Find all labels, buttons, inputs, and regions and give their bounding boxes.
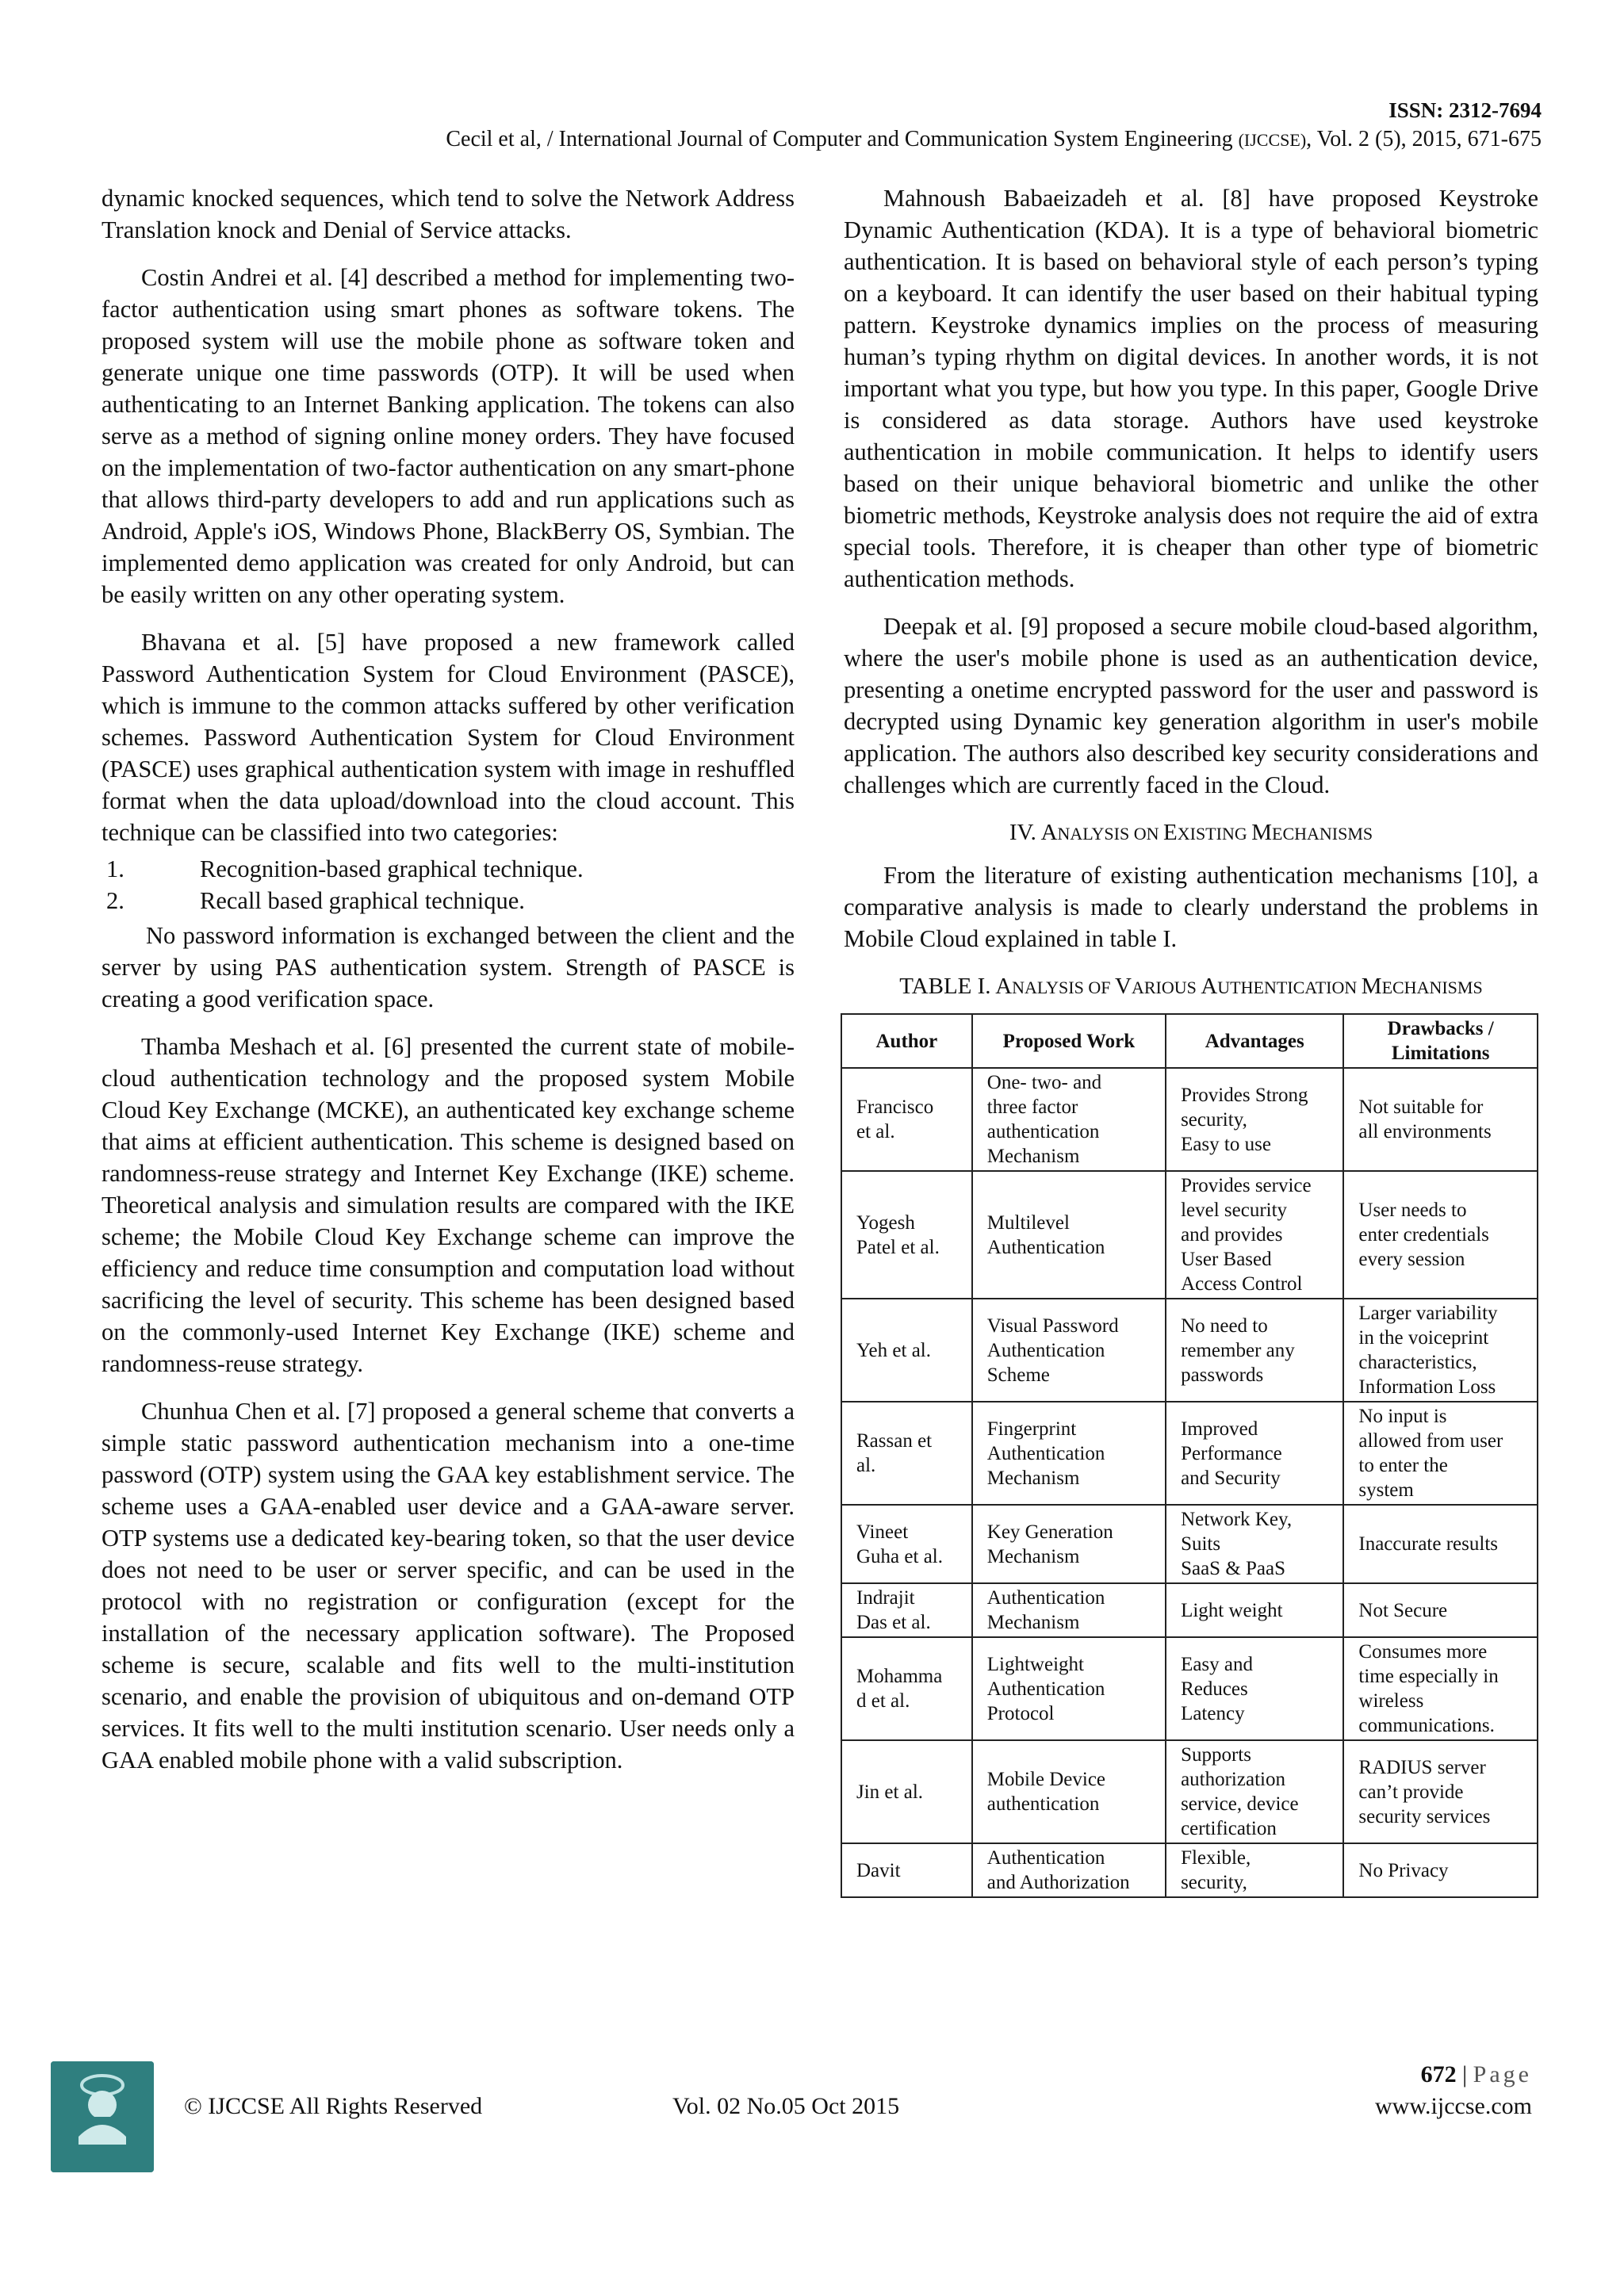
cell-line: security, bbox=[1181, 1108, 1247, 1131]
cell-line: Key Generation bbox=[986, 1521, 1113, 1543]
table-cell bbox=[841, 1299, 972, 1402]
cell-line: Mechanism bbox=[986, 1467, 1080, 1489]
cell-line: Multilevel bbox=[986, 1211, 1070, 1234]
cell-line: Authentication bbox=[986, 1678, 1105, 1700]
table-cell bbox=[841, 1637, 972, 1740]
paragraph: Chunhua Chen et al. [7] proposed a general scheme that converts a simple static password authentication mechanism into a one-time password (OTP) system using the GAA key establishment service. The scheme uses a GAA-enabled user device and a GAA-aware server. OTP systems use a dedicated key-bearing token, so that the user device does not need to be user or server specific, and can be used in the protocol with no registration or configuration (except for the installation of the necessary application software). The Proposed scheme is secure, scalable and fits well to the multi-institution scenario, and enable the provision of ubiquitous and on-demand OTP services. It fits well to the multi institution scenario. User needs only a GAA enabled mobile phone with a valid subscription. bbox=[102, 1398, 795, 1774]
list-number: 2. bbox=[106, 887, 124, 914]
cell-line: One- two- and bbox=[986, 1072, 1102, 1093]
cell-line: Authentication bbox=[986, 1339, 1105, 1361]
page-separator: | bbox=[1456, 2061, 1473, 2087]
cell-line: authentication bbox=[986, 1121, 1100, 1142]
cell-line: allowed from user bbox=[1358, 1430, 1503, 1452]
cell-line: Mechanism bbox=[986, 1612, 1080, 1633]
page-word: Page bbox=[1473, 2061, 1532, 2087]
cell-line: wireless bbox=[1358, 1690, 1424, 1712]
table-row bbox=[841, 1740, 1538, 1843]
cell-line: d et al. bbox=[856, 1690, 910, 1712]
table-cell bbox=[972, 1740, 1166, 1843]
paragraph: From the literature of existing authentication mechanisms [10], a comparative analysis is made to clearly understand the problems in Mobile Cloud explained in table I. bbox=[844, 862, 1538, 952]
table-cell bbox=[1343, 1843, 1538, 1897]
cell-line: every session bbox=[1358, 1249, 1465, 1270]
paragraph: Bhavana et al. [5] have proposed a new framework called Password Authentication System for Cloud Environment (PASCE), which is immune to the common attacks suffered by other verification schemes. Password Authentication System for Cloud Environment (PASCE) uses graphical authentication system with image in reshuffled format when the data upload/download into the cloud account. This technique can be classified into two categories: bbox=[102, 629, 795, 846]
table-row bbox=[841, 1637, 1538, 1740]
paragraph: dynamic knocked sequences, which tend to solve the Network Address Translation knock and Denial of Service attacks. bbox=[102, 185, 795, 243]
column-header: Author bbox=[841, 1014, 972, 1068]
cell-line: Easy to use bbox=[1181, 1133, 1271, 1155]
cell-line: al. bbox=[856, 1455, 876, 1476]
cell-line: Latency bbox=[1181, 1702, 1245, 1724]
cell-line: Consumes more bbox=[1358, 1641, 1488, 1663]
cell-line: Suits bbox=[1181, 1533, 1221, 1555]
table-cell bbox=[841, 1583, 972, 1637]
paragraph: Thamba Meshach et al. [6] presented the current state of mobile-cloud authentication technology and the proposed system Mobile Cloud Key Exchange (MCKE), an authenticated key exchange scheme that aims at efficient authentication. This scheme is designed based on randomness-reuse strategy and Internet Key Exchange (IKE) scheme. Theoretical analysis and simulation results are compared with the IKE scheme; the Mobile Cloud Key Exchange scheme can improve the efficiency and reduce time consumption and computation load without sacrificing the level of security. This scheme has been designed based on the commonly-used Internet Key Exchange (IKE) scheme and randomness-reuse strategy. bbox=[102, 1033, 795, 1377]
table-cell bbox=[972, 1637, 1166, 1740]
table-row bbox=[841, 1505, 1538, 1583]
table-row bbox=[841, 1402, 1538, 1505]
cell-line: to enter the bbox=[1358, 1455, 1448, 1476]
cell-line: Mobile Device bbox=[986, 1769, 1106, 1790]
authentication-mechanisms-table bbox=[841, 1013, 1538, 1898]
cell-line: service, device bbox=[1181, 1793, 1299, 1815]
cell-line: Yogesh bbox=[856, 1211, 915, 1234]
cell-line: Access Control bbox=[1181, 1273, 1303, 1295]
table-cell bbox=[841, 1505, 972, 1583]
table-row bbox=[841, 1171, 1538, 1299]
cell-line: Authentication bbox=[986, 1442, 1105, 1464]
right-column bbox=[844, 182, 1538, 1898]
table-cell bbox=[972, 1843, 1166, 1897]
ijccse-logo bbox=[51, 2061, 154, 2172]
table-cell bbox=[1166, 1171, 1343, 1299]
caption-part: A bbox=[995, 974, 1013, 999]
cell-line: Improved bbox=[1181, 1418, 1258, 1440]
table-cell bbox=[1166, 1637, 1343, 1740]
table-cell bbox=[972, 1505, 1166, 1583]
footer-volume: Vol. 02 No.05 Oct 2015 bbox=[672, 2093, 900, 2119]
table-cell bbox=[841, 1171, 972, 1299]
cell-line: Patel et al. bbox=[856, 1236, 940, 1258]
table-row bbox=[841, 1843, 1538, 1897]
cell-line: Visual Password bbox=[986, 1314, 1119, 1337]
cell-line: and Authorization bbox=[986, 1872, 1130, 1893]
table-cell bbox=[1343, 1740, 1538, 1843]
cell-line: Larger variability bbox=[1358, 1303, 1498, 1324]
cell-line: Mohamma bbox=[856, 1666, 943, 1687]
column-header: Proposed Work bbox=[972, 1014, 1166, 1068]
cell-line: security, bbox=[1181, 1872, 1247, 1893]
caption-part: V bbox=[1114, 974, 1132, 999]
cell-line: Mechanism bbox=[986, 1146, 1080, 1167]
table-row bbox=[841, 1583, 1538, 1637]
page-number-value: 672 bbox=[1420, 2061, 1457, 2087]
cell-line: Authentication bbox=[986, 1847, 1105, 1869]
cell-line: passwords bbox=[1181, 1364, 1264, 1386]
cell-line: enter credentials bbox=[1358, 1224, 1489, 1246]
table-cell bbox=[1343, 1637, 1538, 1740]
cell-line: time especially in bbox=[1358, 1666, 1499, 1687]
cell-line: Francisco bbox=[856, 1096, 934, 1118]
cell-line: Inaccurate results bbox=[1358, 1533, 1498, 1555]
cell-line: Davit bbox=[856, 1859, 901, 1881]
table-row bbox=[841, 1299, 1538, 1402]
journal-url[interactable]: www.ijccse.com bbox=[1375, 2093, 1532, 2119]
paragraph: Deepak et al. [9] proposed a secure mobile cloud-based algorithm, where the user's mobile phone is used as an authentication device, presenting a onetime encrypted password for the user and password is decrypted using Dynamic key generation algorithm in user's mobile application. The authors also described key security considerations and challenges which are currently faced in the Cloud. bbox=[844, 613, 1538, 798]
table-cell bbox=[1166, 1402, 1343, 1505]
citation-abbrev: (IJCCSE) bbox=[1238, 130, 1307, 150]
cell-line: Authentication bbox=[986, 1587, 1105, 1609]
cell-line: Yeh et al. bbox=[856, 1339, 931, 1361]
list-item bbox=[102, 853, 795, 885]
paragraph: No password information is exchanged between the client and the server by using PAS authentication system. Strength of PASCE is creating a good verification space. bbox=[102, 922, 795, 1012]
cell-line: characteristics, bbox=[1358, 1352, 1477, 1373]
cell-line: Jin et al. bbox=[856, 1781, 924, 1803]
cell-line: Provides Strong bbox=[1181, 1084, 1308, 1106]
table-cell bbox=[1343, 1068, 1538, 1171]
citation-tail: , Vol. 2 (5), 2015, 671-675 bbox=[1306, 127, 1542, 151]
cell-line: in the voiceprint bbox=[1358, 1327, 1489, 1349]
table-cell bbox=[972, 1068, 1166, 1171]
table-cell bbox=[1166, 1583, 1343, 1637]
left-column bbox=[102, 182, 795, 1792]
paragraph: Costin Andrei et al. [4] described a method for implementing two-factor authentication using smart phones as software tokens. The proposed system will use the mobile phone as software token and generate unique one time passwords (OTP). It will be used when authenticating to an Internet Banking application. The tokens can also serve as a method of signing online money orders. They have focused on the implementation of two-factor authentication on any smart-phone that allows third-party developers to add and run applications such as Android, Apple's iOS, Windows Phone, BlackBerry OS, Symbian. The implemented demo application was created for only Android, but can be easily written on any other operating system. bbox=[102, 264, 795, 608]
cell-line: Light weight bbox=[1181, 1599, 1283, 1621]
cell-line: and Security bbox=[1181, 1467, 1281, 1489]
table-cell bbox=[972, 1402, 1166, 1505]
cell-line: Das et al. bbox=[856, 1612, 931, 1633]
cell-line: authorization bbox=[1181, 1769, 1285, 1790]
cell-line: can’t provide bbox=[1358, 1781, 1464, 1803]
cell-line: Performance bbox=[1181, 1442, 1282, 1464]
cell-line: SaaS & PaaS bbox=[1181, 1558, 1286, 1579]
heading-part: ECHANISMS bbox=[1272, 824, 1373, 844]
table-cell bbox=[1166, 1740, 1343, 1843]
cell-line: Information Loss bbox=[1358, 1376, 1496, 1398]
list-item bbox=[102, 885, 795, 916]
caption-part: UTHENTICATION bbox=[1217, 978, 1362, 997]
cell-line: communications. bbox=[1358, 1715, 1495, 1736]
cell-line: Reduces bbox=[1181, 1678, 1248, 1700]
cell-line: No Privacy bbox=[1358, 1859, 1449, 1881]
heading-part: XISTING bbox=[1177, 824, 1252, 844]
journal-citation bbox=[446, 127, 1542, 152]
heading-part: M bbox=[1251, 820, 1273, 845]
table-cell bbox=[841, 1740, 972, 1843]
cell-line: Vineet bbox=[856, 1521, 909, 1543]
cell-line: et al. bbox=[856, 1121, 895, 1142]
list-text: Recall based graphical technique. bbox=[200, 887, 525, 914]
table-caption bbox=[844, 970, 1538, 1004]
citation-main: Cecil et al, / International Journal of Computer and Communication System Engineering bbox=[446, 127, 1239, 151]
page-number bbox=[1421, 2061, 1532, 2088]
cell-line: Not Secure bbox=[1358, 1599, 1448, 1621]
cell-line: Guha et al. bbox=[856, 1545, 943, 1567]
table-body bbox=[841, 1068, 1538, 1897]
footer-copyright: © IJCCSE All Rights Reserved bbox=[184, 2093, 483, 2119]
caption-part: NALYSIS OF bbox=[1012, 978, 1115, 997]
cell-line: Flexible, bbox=[1181, 1847, 1251, 1869]
cell-line: Indrajit bbox=[856, 1587, 915, 1609]
cell-line: No need to bbox=[1181, 1314, 1268, 1337]
cell-line: remember any bbox=[1181, 1339, 1295, 1361]
table-cell bbox=[1166, 1068, 1343, 1171]
heading-part: NALYSIS ON bbox=[1057, 824, 1164, 844]
cell-line: User needs to bbox=[1358, 1200, 1467, 1221]
category-list bbox=[102, 853, 795, 916]
issn: ISSN: 2312-7694 bbox=[1388, 98, 1542, 122]
table-cell bbox=[1166, 1843, 1343, 1897]
caption-part: ECHANISMS bbox=[1381, 978, 1483, 997]
cell-line: RADIUS server bbox=[1358, 1756, 1486, 1778]
table-cell bbox=[1343, 1505, 1538, 1583]
list-text: Recognition-based graphical technique. bbox=[200, 855, 584, 882]
cell-line: security services bbox=[1358, 1805, 1491, 1827]
cell-line: Mechanism bbox=[986, 1545, 1080, 1567]
table-cell bbox=[1343, 1171, 1538, 1299]
cell-line: system bbox=[1358, 1479, 1414, 1501]
column-header: Advantages bbox=[1166, 1014, 1343, 1068]
table-cell bbox=[972, 1299, 1166, 1402]
heading-part: E bbox=[1163, 820, 1178, 845]
cell-line: three factor bbox=[986, 1096, 1078, 1118]
cell-line: Easy and bbox=[1181, 1653, 1254, 1675]
table-cell bbox=[972, 1171, 1166, 1299]
cell-line: Scheme bbox=[986, 1364, 1050, 1386]
cell-line: all environments bbox=[1358, 1121, 1492, 1142]
cell-line: Supports bbox=[1181, 1744, 1251, 1766]
cell-line: Lightweight bbox=[986, 1653, 1084, 1675]
list-number: 1. bbox=[106, 855, 124, 882]
cell-line: Rassan et bbox=[856, 1430, 933, 1452]
table-cell bbox=[1343, 1583, 1538, 1637]
table-cell bbox=[841, 1402, 972, 1505]
cell-line: authentication bbox=[986, 1793, 1100, 1815]
paragraph: Mahnoush Babaeizadeh et al. [8] have proposed Keystroke Dynamic Authentication (KDA). It is a type of behavioral biometric authentication. It is based on behavioral style of each person’s typing on a keyboard. It can identify the user based on their habitual typing pattern. Keystroke dynamics implies on the process of measuring human’s typing rhythm on digital devices. In another words, it is not important what you type, but how you type. In this paper, Google Drive is considered as data storage. Authors have used keystroke authentication in mobile communication. It helps to identify users based on their unique behavioral biometric and unlike the other biometric methods, Keystroke analysis does not require the aid of extra special tools. Therefore, it is cheaper than other type of biometric authentication methods. bbox=[844, 185, 1538, 592]
cell-line: level security bbox=[1181, 1200, 1288, 1221]
logo-emblem-icon bbox=[51, 2061, 154, 2172]
caption-part: A bbox=[1201, 974, 1218, 999]
cell-line: Provides service bbox=[1181, 1175, 1312, 1196]
column-header: Drawbacks / Limitations bbox=[1343, 1014, 1538, 1068]
cell-line: Protocol bbox=[986, 1702, 1055, 1724]
cell-line: Authentication bbox=[986, 1236, 1105, 1258]
cell-line: Network Key, bbox=[1181, 1509, 1293, 1530]
table-cell bbox=[841, 1068, 972, 1171]
table-row bbox=[841, 1068, 1538, 1171]
section-heading bbox=[844, 817, 1538, 850]
table-cell bbox=[1166, 1505, 1343, 1583]
table-cell bbox=[1166, 1299, 1343, 1402]
caption-part: ARIOUS bbox=[1131, 978, 1201, 997]
table-cell bbox=[972, 1583, 1166, 1637]
caption-part: M bbox=[1361, 974, 1382, 999]
table-cell bbox=[1343, 1402, 1538, 1505]
cell-line: No input is bbox=[1358, 1406, 1447, 1427]
cell-line: Not suitable for bbox=[1358, 1096, 1484, 1118]
section-number: IV. bbox=[1009, 820, 1041, 845]
table-cell bbox=[841, 1843, 972, 1897]
table-cell bbox=[1343, 1299, 1538, 1402]
cell-line: certification bbox=[1181, 1818, 1277, 1839]
heading-part: A bbox=[1040, 820, 1058, 845]
table-header-row bbox=[841, 1014, 1538, 1068]
cell-line: and provides bbox=[1181, 1224, 1283, 1246]
table-number: TABLE I. bbox=[899, 974, 996, 999]
cell-line: Fingerprint bbox=[986, 1418, 1077, 1440]
cell-line: User Based bbox=[1181, 1249, 1272, 1270]
